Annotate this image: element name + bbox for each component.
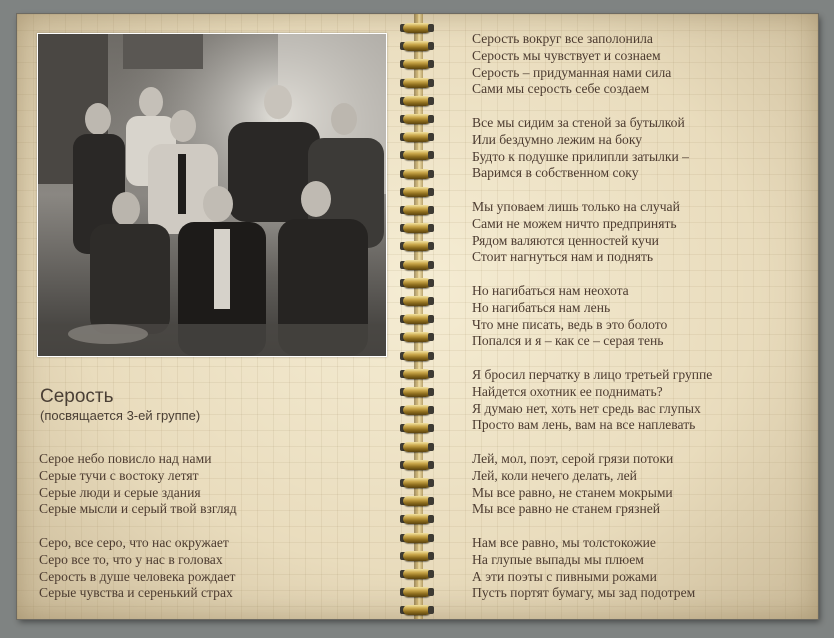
stanza — [39, 535, 237, 602]
spiral-ring — [400, 532, 434, 544]
poem-line: Я думаю нет, хоть нет средь вас глупых — [472, 400, 701, 416]
spiral-ring — [400, 168, 434, 180]
spiral-ring — [400, 186, 434, 198]
spiral-ring — [400, 368, 434, 380]
stanza — [472, 283, 712, 350]
poem-line: Просто вам лень, вам на все наплевать — [472, 417, 696, 433]
group-photo — [37, 33, 387, 357]
poem-line: Серо все то, что у нас в головах — [39, 551, 223, 567]
stanza — [39, 451, 237, 518]
spiral-ring — [400, 550, 434, 562]
right-poem-text — [472, 31, 712, 619]
poem-line: Серо, все серо, что нас окружает — [39, 534, 229, 550]
spiral-binding-icon — [396, 14, 440, 619]
poem-line: На глупые выпады мы плюем — [472, 551, 644, 567]
spiral-ring — [400, 77, 434, 89]
poem-line: Или бездумно лежим на боку — [472, 131, 643, 147]
poem-line: Рядом валяются ценностей кучи — [472, 232, 659, 248]
poem-line: Серое небо повисло над нами — [39, 451, 212, 466]
poem-line: Сами не можем ничто предпринять — [472, 215, 677, 231]
poem-line: Мы уповаем лишь только на случай — [472, 198, 680, 214]
spiral-ring — [400, 113, 434, 125]
stanza — [472, 31, 712, 98]
poem-line: Попался и я – как се – серая тень — [472, 333, 664, 349]
poem-line: Серость в душе человека рождает — [39, 568, 236, 584]
spiral-ring — [400, 604, 434, 616]
poem-line: Будто к подушке прилипли затылки – — [472, 148, 689, 164]
poem-line: Лей, мол, поэт, серой грязи потоки — [472, 450, 674, 466]
poem-line: Пусть портят бумагу, мы зад подотрем — [472, 585, 696, 601]
spiral-ring — [400, 459, 434, 471]
poem-line: Но нагибаться нам лень — [472, 299, 611, 315]
poem-line: Серость мы чувствует и сознаем — [472, 47, 661, 63]
poem-line: Серые тучи с востоку летят — [39, 467, 199, 483]
spiral-ring — [400, 477, 434, 489]
poem-line: Найдется охотник ее поднимать? — [472, 383, 663, 399]
poem-dedication: (посвящается 3-ей группе) — [40, 408, 201, 423]
poem-line: Серые мысли и серый твой взгляд — [39, 501, 237, 517]
poem-line: Стоит нагнуться нам и поднять — [472, 249, 654, 265]
spiral-ring — [400, 222, 434, 234]
spiral-ring — [400, 422, 434, 434]
group-photo-image — [38, 34, 386, 356]
spiral-ring — [400, 495, 434, 507]
spiral-ring — [400, 240, 434, 252]
stanza — [472, 535, 712, 602]
stanza — [472, 367, 712, 434]
poem-line: Нам все равно, мы толстокожие — [472, 534, 656, 550]
poem-line: Серость вокруг все заполонила — [472, 31, 653, 46]
poem-line: Сами мы серость себе создаем — [472, 81, 650, 97]
poem-line: Мы все равно, не станем мокрыми — [472, 484, 673, 500]
spiral-ring — [400, 513, 434, 525]
spiral-ring — [400, 295, 434, 307]
spiral-ring — [400, 568, 434, 580]
poem-line: Варимся в собственном соку — [472, 165, 639, 181]
poem-line: Серые чувства и серенький страх — [39, 585, 233, 601]
spiral-ring — [400, 95, 434, 107]
spiral-ring — [400, 350, 434, 362]
spiral-ring — [400, 58, 434, 70]
poem-line: А эти поэты с пивными рожами — [472, 568, 657, 584]
spiral-ring — [400, 441, 434, 453]
poem-line: Но нагибаться нам неохота — [472, 282, 629, 298]
spiral-ring — [400, 313, 434, 325]
spiral-ring — [400, 259, 434, 271]
stanza — [472, 199, 712, 266]
spiral-ring — [400, 204, 434, 216]
stanza — [472, 451, 712, 518]
poem-line: Все мы сидим за стеной за бутылкой — [472, 114, 685, 130]
spiral-ring — [400, 386, 434, 398]
left-poem-text — [39, 451, 237, 619]
spiral-ring — [400, 277, 434, 289]
poem-title-block — [40, 386, 200, 424]
poem-line: Серые люди и серые здания — [39, 484, 201, 500]
poem-line: Серость – придуманная нами сила — [472, 64, 672, 80]
stanza — [472, 115, 712, 182]
spiral-ring — [400, 40, 434, 52]
spiral-ring — [400, 22, 434, 34]
spiral-ring — [400, 586, 434, 598]
spiral-ring — [400, 404, 434, 416]
spiral-ring — [400, 131, 434, 143]
poem-line: Я бросил перчатку в лицо третьей группе — [472, 366, 713, 382]
poem-line: Мы все равно не станем грязней — [472, 501, 661, 517]
poem-line: Что мне писать, ведь в это болото — [472, 316, 668, 332]
spiral-ring — [400, 149, 434, 161]
spiral-ring — [400, 331, 434, 343]
poem-line: Лей, коли нечего делать, лей — [472, 467, 637, 483]
poem-title: Серость — [40, 386, 114, 407]
